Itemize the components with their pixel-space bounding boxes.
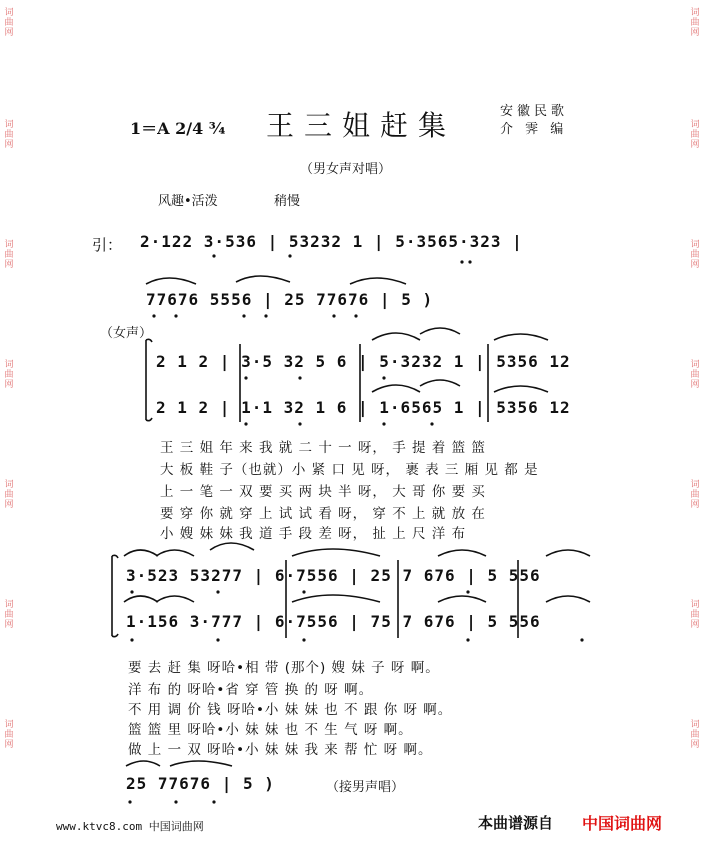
watermark-left-5: 词 曲 网 — [4, 480, 14, 510]
verse2-line-4: 篮 篮 里 呀哈•小 妹 妹 也 不 生 气 呀 啊。 — [128, 722, 413, 738]
tempo-mood: 稍慢 — [274, 194, 301, 209]
watermark-right-2: 词 曲 网 — [690, 120, 700, 150]
intro-notes-2: 77676 5556 | 25 77676 | 5 ) — [146, 290, 434, 309]
ending-notes: 25 77676 | 5 ) — [126, 774, 275, 793]
ending-note: （接男声唱） — [326, 780, 405, 795]
intro-notes-1: 2·122 3·536 | 53232 1 | 5·3565·323 | — [140, 232, 523, 251]
performance-subtitle: （男女声对唱） — [300, 162, 392, 177]
tempo-style: 风趣•活泼 — [158, 194, 218, 209]
footer-source-brand[interactable]: 中国词曲网 — [582, 814, 663, 833]
watermark-left-6: 词 曲 网 — [4, 600, 14, 630]
verse1-line-4: 要 穿 你 就 穿 上 试 试 看 呀， 穿 不 上 就 放 在 — [160, 506, 486, 522]
verse1-line-1: 王 三 姐 年 来 我 就 二 十 一 呀， 手 提 着 篮 篮 — [160, 440, 486, 456]
watermark-right-6: 词 曲 网 — [690, 600, 700, 630]
credit-origin: 安徽民歌 — [500, 104, 569, 119]
verse1-line-5: 小 嫂 妹 妹 我 道 手 段 差 呀， 扯 上 尺 洋 布 — [160, 526, 467, 542]
watermark-right-3: 词 曲 网 — [690, 240, 700, 270]
watermark-left-7: 词 曲 网 — [4, 720, 14, 750]
key-signature: 1＝A 2/4 ¾ — [130, 119, 226, 138]
footer-source-label: 本曲谱源自 — [478, 814, 554, 832]
system2-upper-notes: 3·523 53277 | 6·7556 | 25 7 676 | 5 556 — [126, 566, 541, 585]
verse2-line-5: 做 上 一 双 呀哈•小 妹 妹 我 来 帮 忙 呀 啊。 — [128, 742, 433, 758]
verse2-line-2: 洋 布 的 呀哈•省 穿 管 换 的 呀 啊。 — [128, 682, 374, 698]
credit-arranger: 介 霁 编 — [500, 122, 568, 137]
watermark-left-2: 词 曲 网 — [4, 120, 14, 150]
voice-label: （女声） — [100, 326, 153, 341]
watermark-left-4: 词 曲 网 — [4, 360, 14, 390]
song-title: 王三姐赶集 — [266, 109, 457, 142]
verse2-line-3: 不 用 调 价 钱 呀哈•小 妹 妹 也 不 跟 你 呀 啊。 — [128, 702, 453, 718]
verse1-line-3: 上 一 笔 一 双 要 买 两 块 半 呀， 大 哥 你 要 买 — [160, 484, 486, 500]
watermark-left-1: 词 曲 网 — [4, 8, 14, 38]
watermark-left-3: 词 曲 网 — [4, 240, 14, 270]
watermark-right-5: 词 曲 网 — [690, 480, 700, 510]
system1-lower-notes: 2 1 2 | 1·1 32 1 6 | 1·6565 1 | 5356 12 — [156, 398, 571, 417]
watermark-right-7: 词 曲 网 — [690, 720, 700, 750]
verse2-line-1: 要 去 赶 集 呀哈•相 带 (那个) 嫂 妹 子 呀 啊。 — [128, 660, 440, 676]
system2-lower-notes: 1·156 3·777 | 6·7556 | 75 7 676 | 5 556 — [126, 612, 541, 631]
watermark-right-4: 词 曲 网 — [690, 360, 700, 390]
verse1-line-2: 大 板 鞋 子（也就）小 紧 口 见 呀， 裹 表 三 厢 见 都 是 — [160, 462, 539, 478]
intro-label: 引： — [92, 236, 123, 254]
watermark-right-1: 词 曲 网 — [690, 8, 700, 38]
system1-upper-notes: 2 1 2 | 3·5 32 5 6 | 5·3232 1 | 5356 12 — [156, 352, 571, 371]
footer-url: www.ktvc8.com 中国词曲网 — [56, 820, 204, 833]
